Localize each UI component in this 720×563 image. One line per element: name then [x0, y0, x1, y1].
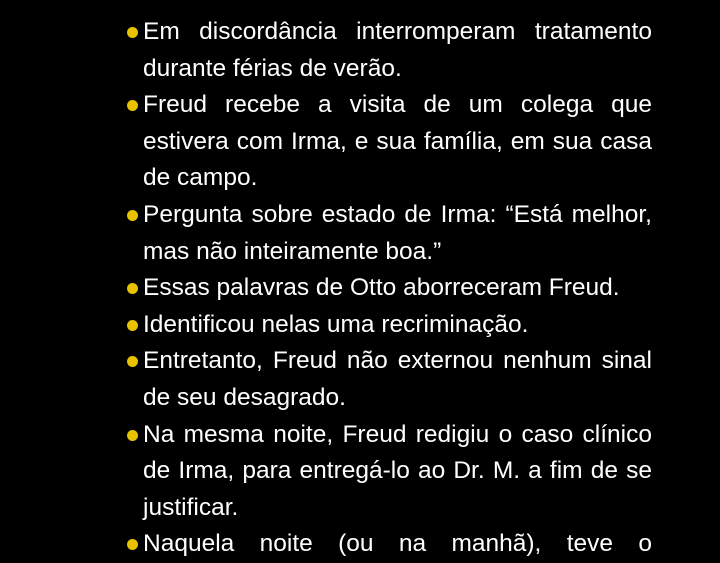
round-bullet-icon [127, 210, 138, 221]
bullet-text: Na mesma noite, Freud redigiu o caso clínico de Irma, para entregá-lo ao Dr. M. a fim de se justificar. [143, 420, 652, 521]
bullet-item [124, 270, 652, 307]
round-bullet-icon [127, 100, 138, 111]
bullet-item [124, 417, 652, 527]
bullet-text: Naquela noite (ou na manhã), teve o [143, 530, 652, 558]
bullet-item [124, 343, 652, 416]
round-bullet-icon [127, 430, 138, 441]
bullet-item [124, 87, 652, 197]
bullet-text: Em discordância interromperam tratamento durante férias de verão. [143, 18, 652, 82]
bullet-list [124, 14, 652, 563]
bullet-item [124, 197, 652, 270]
bullet-item [124, 526, 652, 563]
round-bullet-icon [127, 283, 138, 294]
bullet-text: Pergunta sobre estado de Irma: “Está melhor, mas não inteiramente boa.” [143, 200, 652, 265]
bullet-text: Entretanto, Freud não externou nenhum sinal de seu desagrado. [143, 347, 652, 411]
bullet-item [124, 307, 652, 344]
round-bullet-icon [127, 539, 138, 550]
bullet-item [124, 14, 652, 87]
round-bullet-icon [127, 27, 138, 38]
bullet-text: Freud recebe a visita de um colega que estivera com Irma, e sua família, em sua casa de campo. [143, 91, 652, 192]
bullet-text: Essas palavras de Otto aborreceram Freud. [143, 274, 620, 302]
round-bullet-icon [127, 320, 138, 331]
bullet-text: Identificou nelas uma recriminação. [143, 310, 529, 338]
round-bullet-icon [127, 356, 138, 367]
